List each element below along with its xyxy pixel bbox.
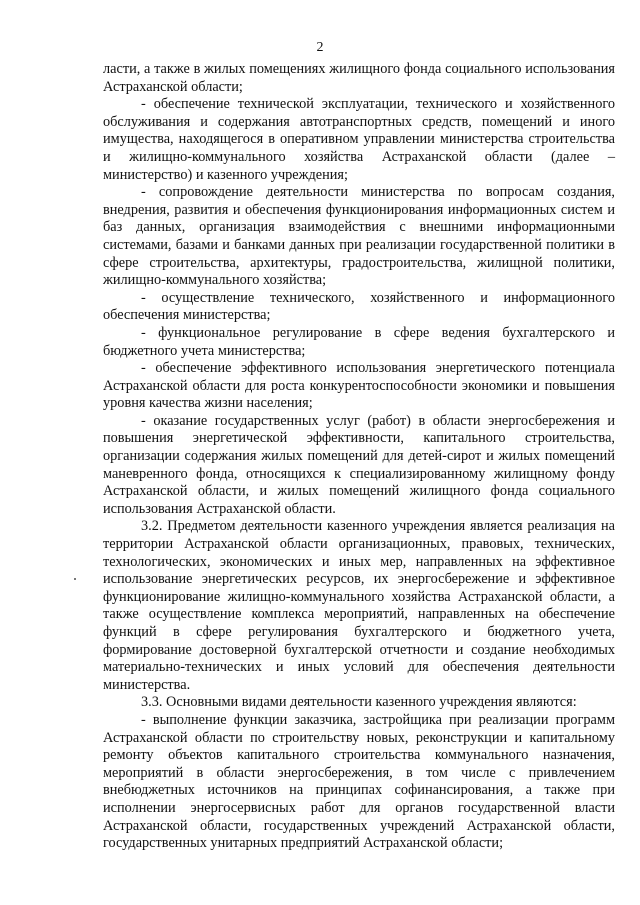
scan-speck: [74, 578, 76, 580]
paragraph-accounting-regulation: - функциональное регулирование в сфере ведения бухгалтерского и бюджетного учета министерства;: [103, 324, 615, 359]
page-number: 2: [316, 40, 324, 55]
paragraph-section-3-2: 3.2. Предметом деятельности казенного учреждения является реализация на территории Астраханской области организационных, правовых, технических, технологических, экономических и иных мер, направленных на эффективное использование энергетических ресурсов, их энергосбережение и эффективное функционирование жилищно-коммунального хозяйства Астраханской области, а также осуществление комплекса мероприятий, направленных на обеспечение функций в сфере регулирования бухгалтерского и бюджетного учета, формирование достоверной бухгалтерской отчетности и создание необходимых материально-технических и иных условий для обеспечения деятельности министерства.: [103, 518, 615, 693]
paragraph-customer-function: - выполнение функции заказчика, застройщика при реализации программ Астраханской области по строительству новых, реконструкции и капитальному ремонту объектов капитального строительства коммунального назначения, мероприятий в области энергосбережения, в том числе с привлечением внебюджетных источников на принципах софинансирования, а также при исполнении энергосервисных работ для органов государственной власти Астраханской области, государственных учреждений Астраханской области, государственных унитарных предприятий Астраханской области;: [103, 711, 615, 852]
paragraph-information-systems: - сопровождение деятельности министерства по вопросам создания, внедрения, развития и обеспечения функционирования информационных систем и баз данных, организация взаимодействия с внешними информационными системами, базами и банками данных при реализации государственной политики в сфере строительства, архитектуры, градостроительства, жилищной политики, жилищно-коммунального хозяйства;: [103, 184, 615, 289]
document-body: [103, 61, 615, 853]
paragraph-continuation: ласти, а также в жилых помещениях жилищного фонда социального использования Астраханской области;: [103, 61, 615, 95]
paragraph-technical-operation: - обеспечение технической эксплуатации, технического и хозяйственного обслуживания и содержания автотранспортных средств, помещений и иного имущества, находящегося в оперативном управлении министерства строительства и жилищно-коммунального хозяйства Астраханской области (далее – министерство) и казенного учреждения;: [103, 96, 615, 183]
paragraph-section-3-3: 3.3. Основными видами деятельности казенного учреждения являются:: [141, 694, 577, 711]
paragraph-energy-potential: - обеспечение эффективного использования энергетического потенциала Астраханской области для роста конкурентоспособности экономики и повышения уровня качества жизни населения;: [103, 360, 615, 412]
paragraph-state-services: - оказание государственных услуг (работ) в области энергосбережения и повышения энергетической эффективности, капитального строительства, организации содержания жилых помещений для детей-сирот и жилых помещений маневренного фонда, относящихся к специализированному жилищному фонду Астраханской области, и жилых помещений жилищного фонда социального использования Астраханской области.: [103, 412, 615, 517]
paragraph-technical-support: - осуществление технического, хозяйственного и информационного обеспечения министерства;: [103, 289, 615, 324]
